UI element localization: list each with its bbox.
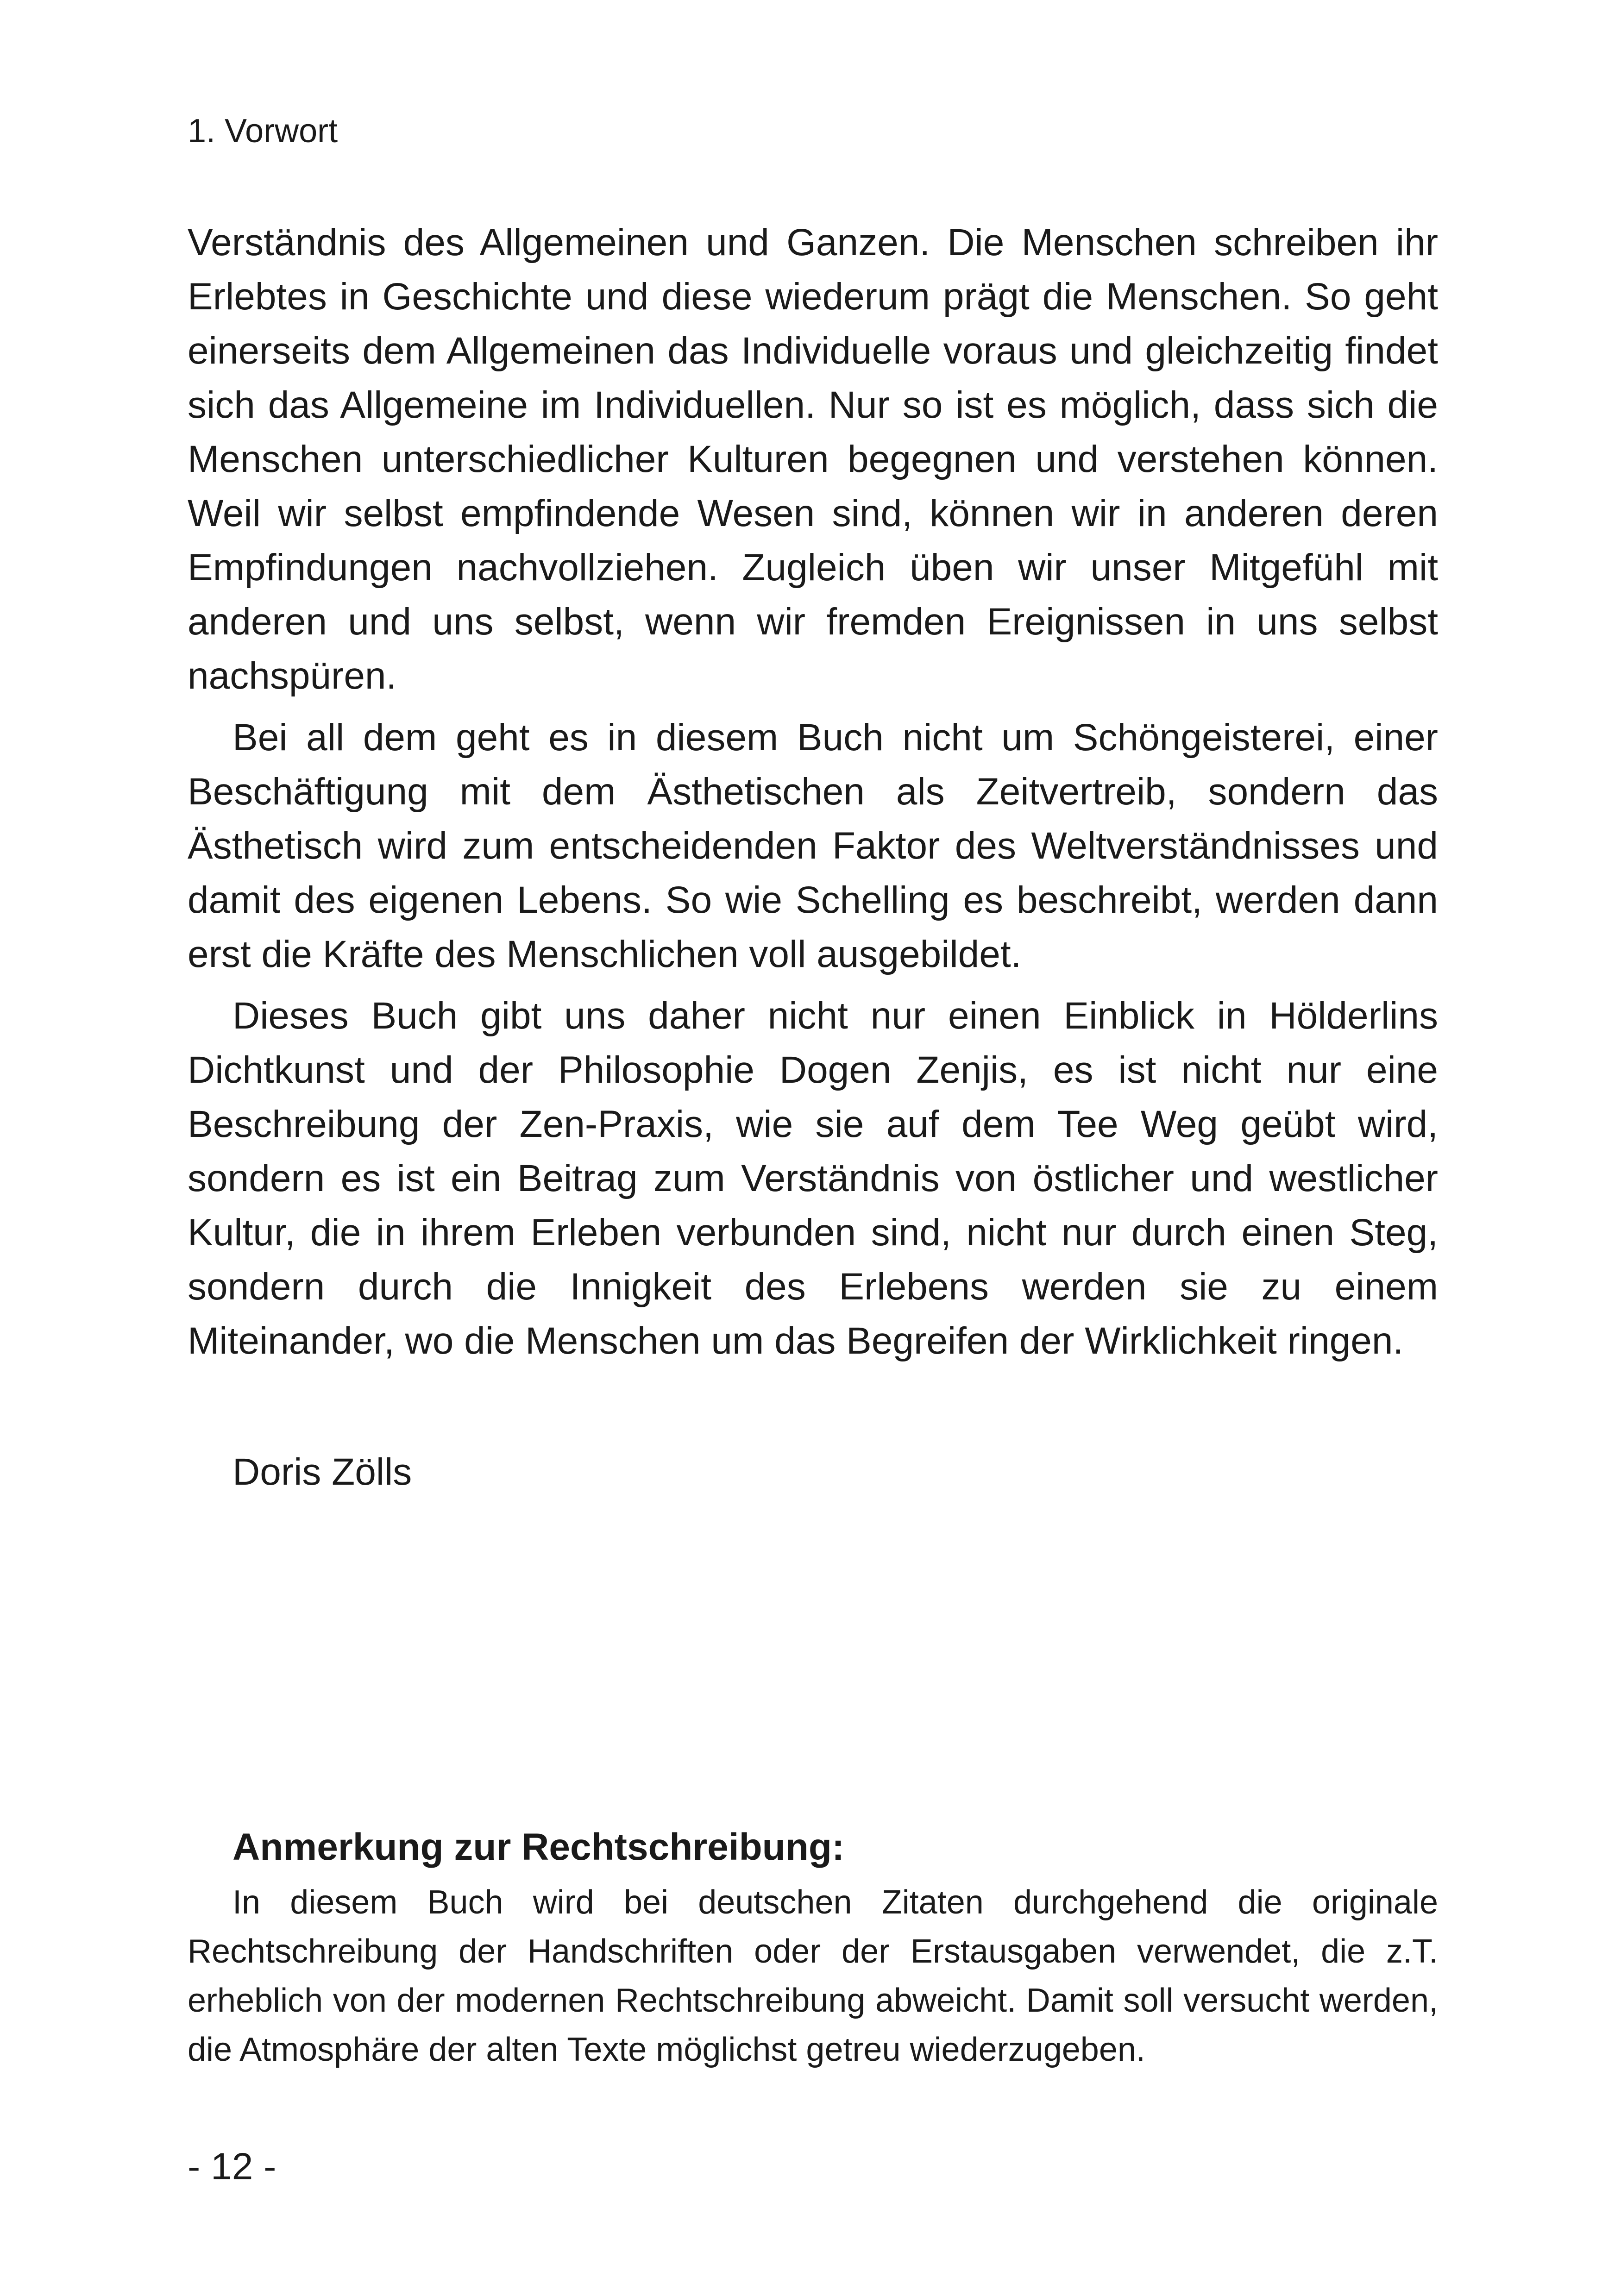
paragraph: Verständnis des Allgemeinen und Ganzen. Die Menschen schreiben ihr Erlebtes in Geschichte und diese wiederum prägt die Menschen. So geht einerseits dem Allgemeinen das Individuelle voraus und gleichzeitig findet sich das Allgemeine im Individuellen. Nur so ist es möglich, dass sich die Menschen unterschiedlicher Kulturen begegnen und verstehen können. Weil wir selbst empfindende Wesen sind, können wir in anderen deren Empfindungen nachvollziehen. Zugleich üben wir unser Mitgefühl mit anderen und uns selbst, wenn wir fremden Ereignissen in uns selbst nachspüren. bbox=[188, 221, 1438, 697]
note-text: In diesem Buch wird bei deutschen Zitaten durchgehend die originale Rechtschreibung der Handschriften oder der Erstausgaben verwendet, die z.T. erheblich von der modernen Rechtschreibung abweicht. Damit soll versucht werden, die Atmosphäre der alten Texte möglichst getreu wiederzugeben. bbox=[188, 1884, 1438, 2068]
paragraph: Bei all dem geht es in diesem Buch nicht um Schöngeisterei, einer Beschäftigung mit dem Ästhetischen als Zeitvertreib, sondern das Ästhetisch wird zum entscheidenden Faktor des Weltverständnisses und damit des eigenen Lebens. So wie Schelling es beschreibt, werden dann erst die Kräfte des Menschlichen voll ausgebildet. bbox=[188, 716, 1438, 975]
page-number: - 12 - bbox=[188, 2145, 276, 2188]
running-header: 1. Vorwort bbox=[188, 113, 338, 150]
paragraph: Dieses Buch gibt uns daher nicht nur einen Einblick in Hölderlins Dichtkunst und der Philosophie Dogen Zenjis, es ist nicht nur eine Beschreibung der Zen-Praxis, wie sie auf dem Tee Weg geübt wird, sondern es ist ein Beitrag zum Verständnis von östlicher und westlicher Kultur, die in ihrem Erleben verbunden sind, nicht nur durch einen Steg, sondern durch die Innigkeit des Erlebens werden sie zu einem Miteinander, wo die Menschen um das Begreifen der Wirklichkeit ringen. bbox=[188, 995, 1438, 1362]
author-signature: Doris Zölls bbox=[232, 1451, 412, 1493]
note-heading: Anmerkung zur Rechtschreibung: bbox=[232, 1826, 845, 1868]
main-text bbox=[188, 215, 1438, 1375]
